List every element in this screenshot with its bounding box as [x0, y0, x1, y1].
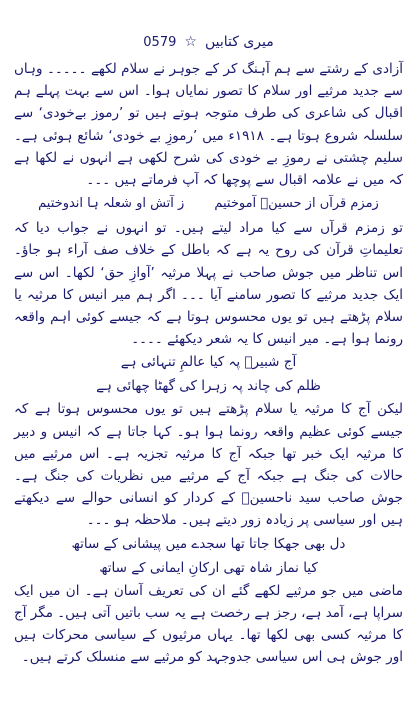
paragraph-3: لیکن آج کا مرثیہ یا سلام پڑھتے ہیں تو یوں محسوس ہوتا ہے کہ جیسے کوئی عظیم واقعہ رونما ہوا ہو۔ کہا جاتا ہے کہ انیس و دبیر کا مرثیہ ایک خبر تھا جبکہ آج کا مرثیہ تجزیہ ہے۔ اس مرثیے میں حالات کی جنگ ہے جبکہ آج کے مرثیے میں نظریات کی جنگ ہے۔ جوش صاحب سید ناحسینؓ کے کردار کو انسانی حوالے سے دیکھتے ہیں اور سیاسی پر زیادہ زور دیتے ہیں۔ ملاحظہ ہو ۔۔۔ — [14, 401, 403, 529]
persian-couplet — [14, 191, 403, 217]
couplet-first-hemistich: زمزم قرآں از حسینؓ آموختیم — [214, 196, 379, 212]
star-icon: ☆ — [184, 34, 197, 50]
anees-verse-line-1: آج شبیرؓ پہ کیا عالمِ تنہائی ہے — [120, 354, 297, 371]
anees-verse-line-2: ظلم کی چاند پہ زہرا کی گھٹا چھائی ہے — [96, 378, 321, 395]
paragraph-1: آزادی کے رشتے سے ہم آہنگ کر کے جوہر نے سلام لکھے ۔۔۔۔۔ وہاں سے جدید مرثیے اور سلام کا تصور نمایاں ہوا۔ اس سے بہت پہلے ہم اقبال کی شاعری کی طرف متوجہ ہوتے ہیں تو ’رموز بےخودی‘ سے سلسلہ شروع ہوتا ہے۔ ۱۹۱۸ء میں ’رموزِ بے خودی‘ شائع ہوئی ہے۔ سلیم چشتی نے رموزِ بے خودی کی شرح لکھی ہے انہوں نے لکھا ہے کہ میں نے علامہ اقبال سے پوچھا کہ آپ فرماتے ہیں ۔۔۔ — [14, 61, 403, 189]
couplet-second-hemistich: ز آتش او شعلہ ہا اندوختیم — [38, 196, 185, 212]
paragraph-4: ماضی میں جو مرثیے لکھے گئے ان کی تعریف آسان ہے۔ ان میں ایک سراپا ہے، آمد ہے، رجز ہے رخصت ہے یہ سب باتیں آتی ہیں۔ مگر آج کا مرثیہ کسی بھی لکھا تھا۔ یہاں مرثیوں کے سیاسی محرکات ہیں اور جوش ہی اس سیاسی جدوجہد کو مرثیے سے منسلک کرتے ہیں۔ — [14, 582, 403, 666]
josh-verse-line-1: دل بھی جھکا جاتا تھا سجدے میں پیشانی کے ساتھ — [71, 535, 346, 552]
paragraph-2: تو زمزم قرآں سے کیا مراد لیتے ہیں۔ تو انہوں نے جواب دیا کہ تعلیماتِ قرآن کی روح یہ ہے کہ باطل کے خلاف صف آراء ہو جاؤ۔ اس تناظر میں جوش صاحب نے پہلا مرثیہ ’آوازِ حق‘ لکھا۔ اس سے ایک جدید مرثیے کا تصور سامنے آیا ۔۔۔ اگر ہم میر انیس کا مرثیہ یا سلام پڑھتے ہیں تو یوں محسوس ہوتا ہے کہ جیسے کوئی اہم واقعہ رونما ہوا ہے۔ میر انیس کا یہ شعر دیکھئے ۔۔۔۔ — [14, 220, 403, 348]
josh-verse-line-2: کیا نماز شاہ تھی ارکانِ ایمانی کے ساتھ — [99, 559, 318, 576]
page-number: 0579 — [143, 34, 177, 50]
page-header — [14, 34, 403, 50]
book-title: میری کتابیں — [204, 34, 274, 50]
